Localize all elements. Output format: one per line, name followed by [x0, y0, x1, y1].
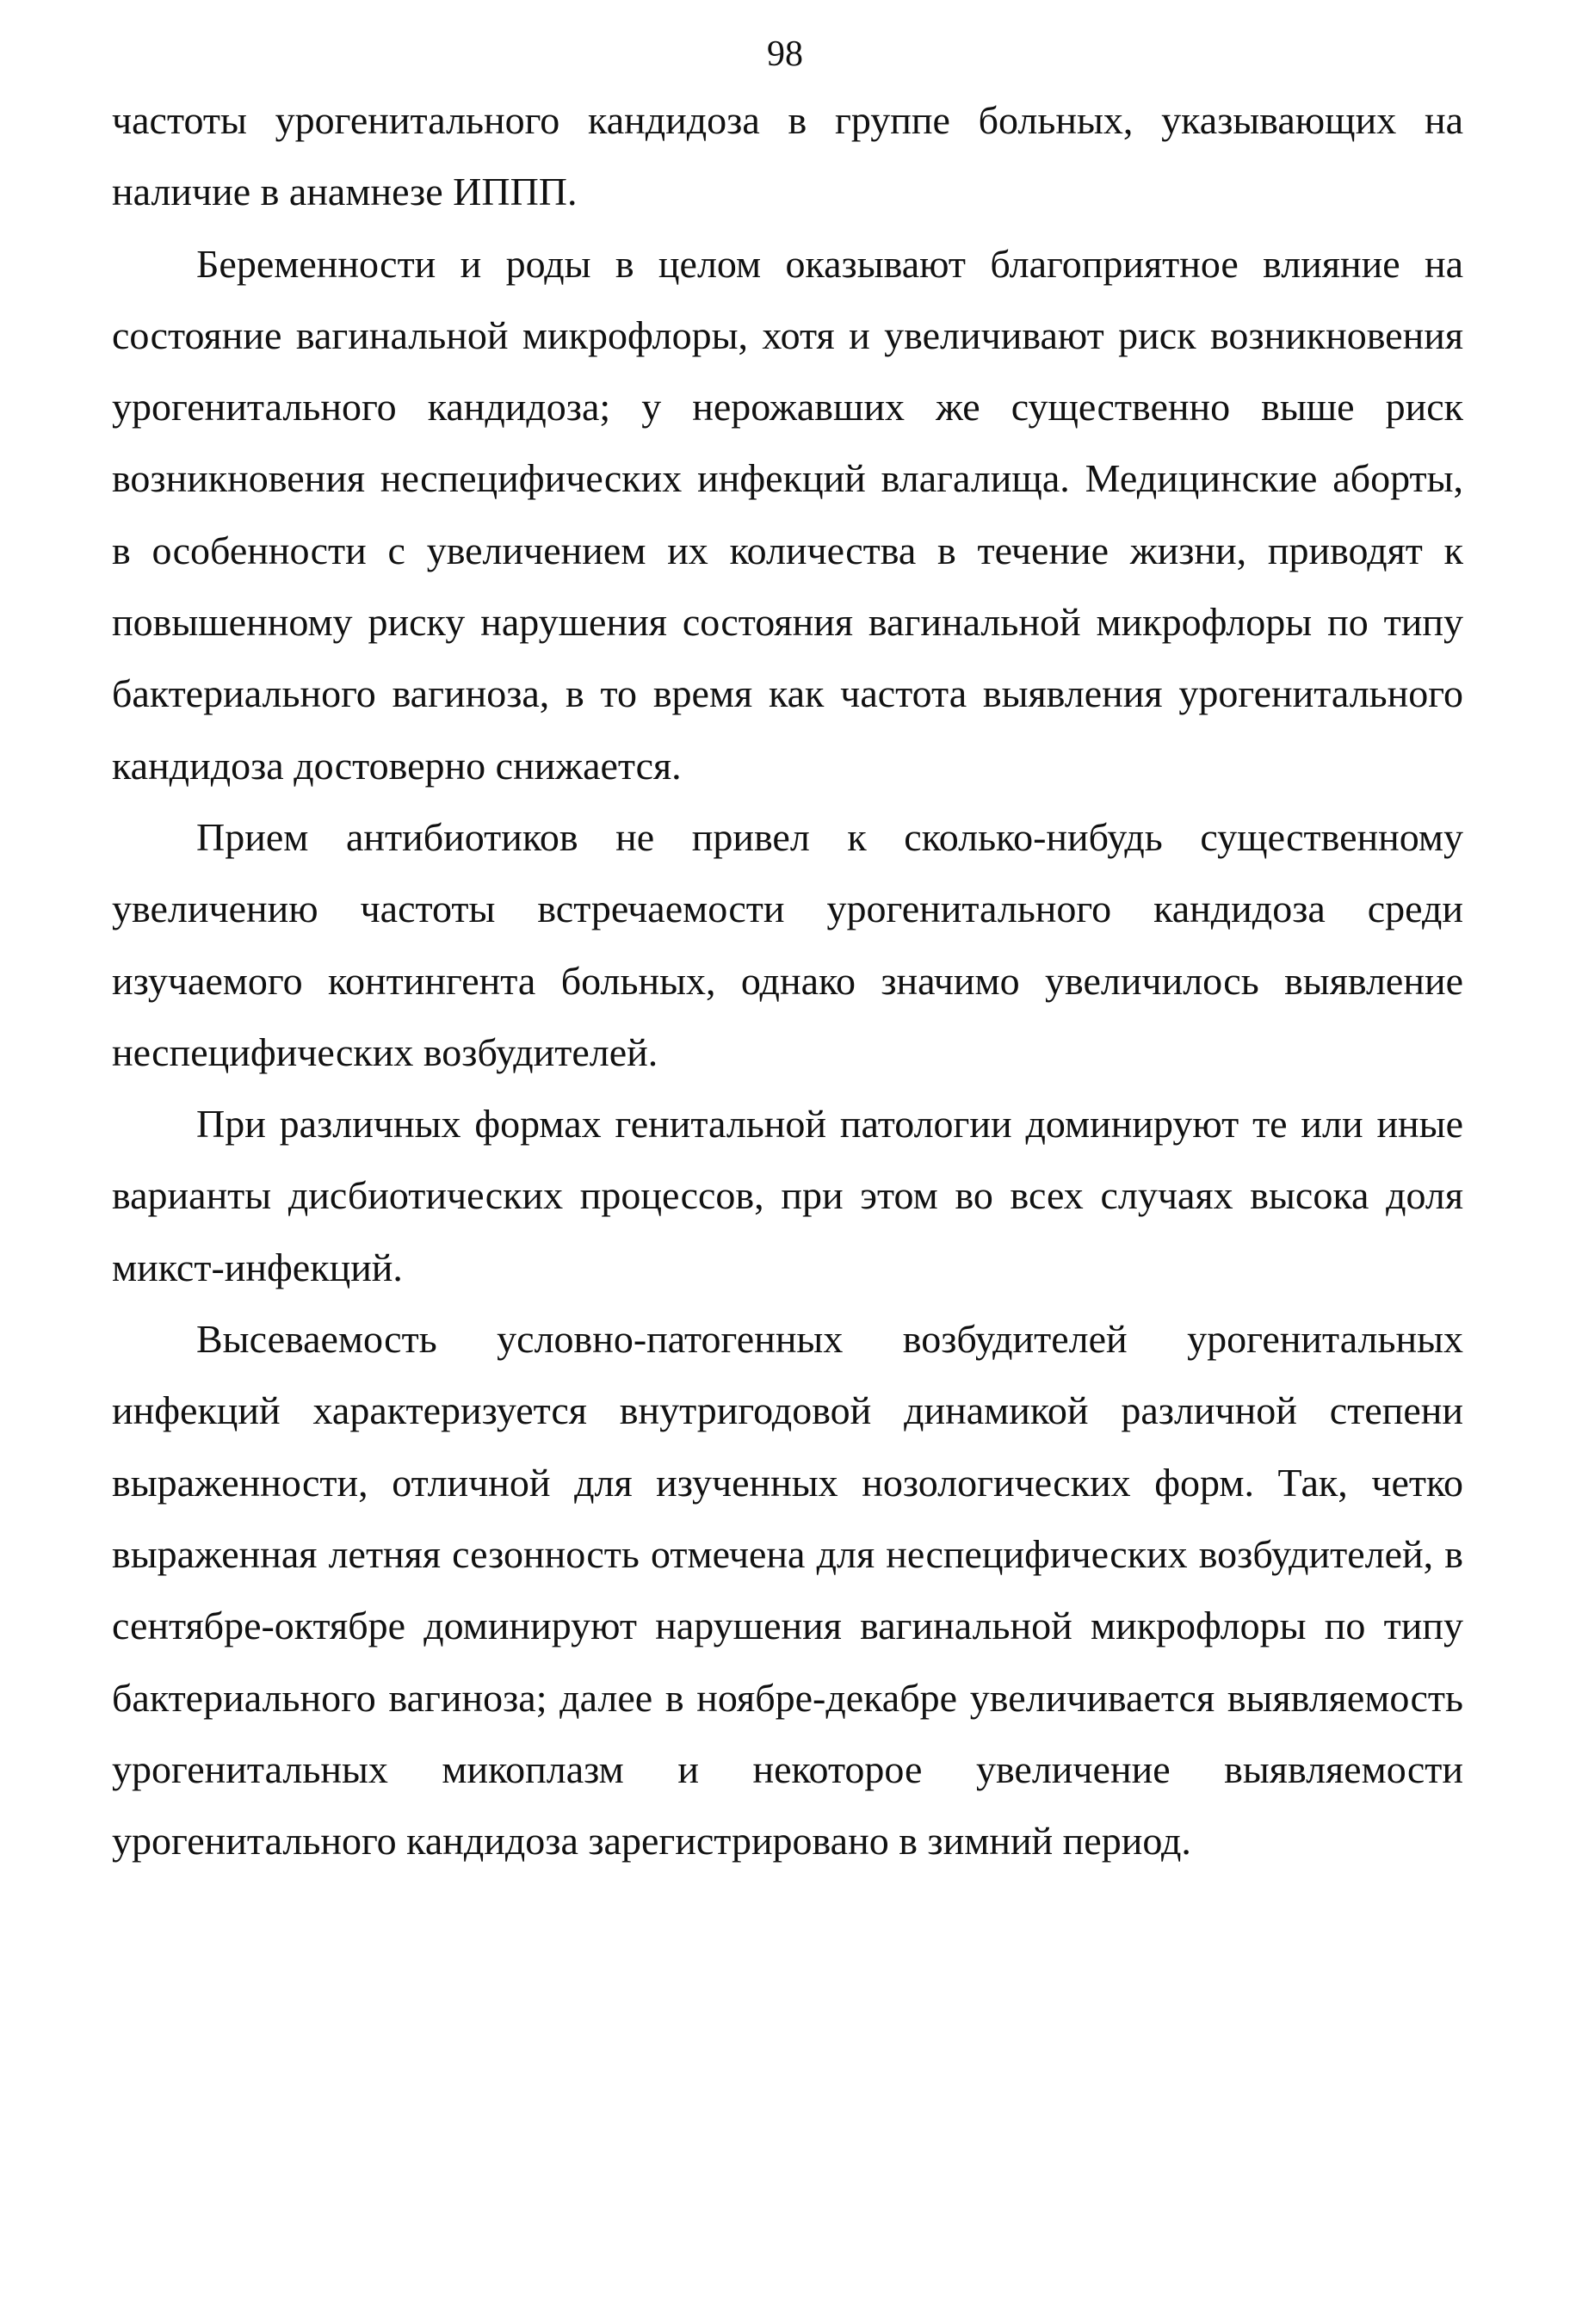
paragraph-continuation: частоты урогенитального кандидоза в группе больных, указывающих на наличие в анамнезе ИППП.: [112, 98, 1463, 214]
document-body: [112, 84, 1463, 1876]
page-number: 98: [767, 34, 803, 74]
paragraph-pregnancy: Беременности и роды в целом оказывают благоприятное влияние на состояние вагинальной микрофлоры, хотя и увеличивают риск возникновения урогенитального кандидоза; у нерожавших же существенно выше риск возникновения неспецифических инфекций влагалища. Медицинские аборты, в особенности с увеличением их количества в течение жизни, приводят к повышенному риску нарушения состояния вагинальной микрофлоры по типу бактериального вагиноза, в то время как частота выявления урогенитального кандидоза достоверно снижается.: [112, 241, 1463, 788]
paragraph-seasonality: Высеваемость условно-патогенных возбудителей урогенитальных инфекций характеризуется внутригодовой динамикой различной степени выраженности, отличной для изученных нозологических форм. Так, четко выраженная летняя сезонность отмечена для неспецифических возбудителей, в сентябре-октябре доминируют нарушения вагинальной микрофлоры по типу бактериального вагиноза; далее в ноябре-декабре увеличивается выявляемость урогенитальных микоплазм и некоторое увеличение выявляемости урогенитального кандидоза зарегистрировано в зимний период.: [112, 1317, 1463, 1864]
paragraph-pathology: При различных формах генитальной патологии доминируют те или иные варианты дисбиотических процессов, при этом во всех случаях высока доля микст-инфекций.: [112, 1102, 1463, 1289]
paragraph-antibiotics: Прием антибиотиков не привел к сколько-нибудь существенному увеличению частоты встречаемости урогенитального кандидоза среди изучаемого контингента больных, однако значимо увеличилось выявление неспецифических возбудителей.: [112, 814, 1463, 1074]
